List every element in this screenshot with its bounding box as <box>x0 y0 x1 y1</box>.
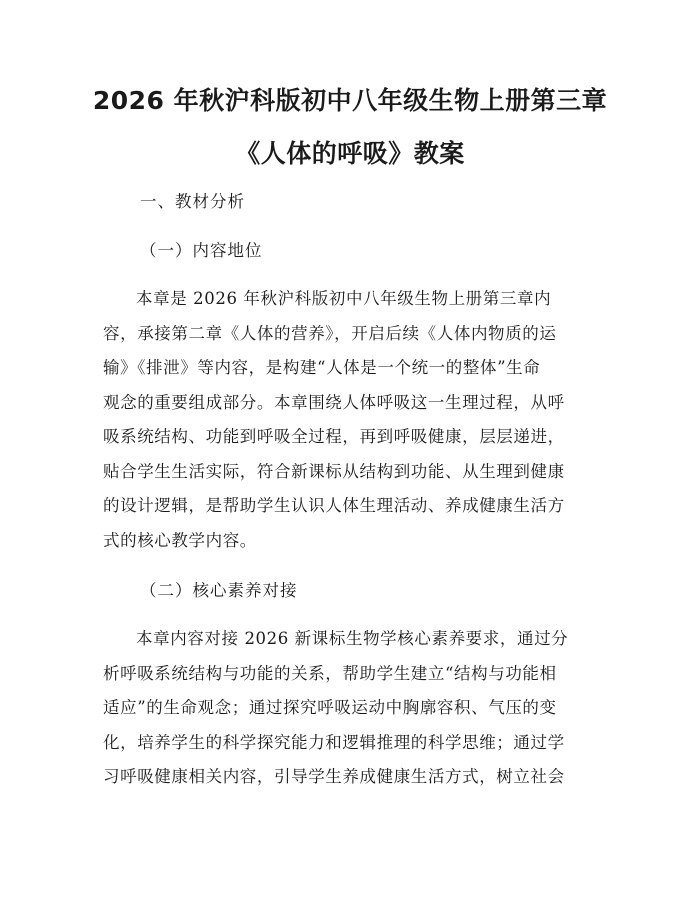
paragraph-line: 式的核心教学内容。 <box>103 530 257 550</box>
paragraph-core-competency <box>103 622 603 795</box>
paragraph-line: 观念的重要组成部分。本章围绕人体呼吸这一生理过程，从呼 <box>103 392 565 412</box>
subsection-heading-core-competency: （二）核心素养对接 <box>140 581 298 600</box>
document-title-line-2: 《人体的呼吸》教案 <box>235 139 465 168</box>
paragraph-line: 析呼吸系统结构与功能的关系，帮助学生建立“结构与功能相 <box>103 663 557 683</box>
paragraph-line: 吸系统结构、功能到呼吸全过程，再到呼吸健康，层层递进， <box>103 427 565 446</box>
paragraph-line: 容，承接第二章《人体的营养》，开启后续《人体内物质的运 <box>103 323 557 343</box>
paragraph-line: 的设计逻辑，是帮助学生认识人体生理活动、养成健康生活方 <box>103 496 565 515</box>
section-heading-teaching-material-analysis: 一、教材分析 <box>140 192 245 211</box>
paragraph-line: 习呼吸健康相关内容，引导学生养成健康生活方式，树立社会 <box>103 767 565 786</box>
document-title-line-1: 2026 年秋沪科版初中八年级生物上册第三章 <box>92 86 608 115</box>
paragraph-line: 适应”的生命观念；通过探究呼吸运动中胸廓容积、气压的变 <box>103 698 557 717</box>
paragraph-line: 贴合学生生活实际，符合新课标从结构到功能、从生理到健康 <box>103 461 565 481</box>
paragraph-line: 本章是 2026 年秋沪科版初中八年级生物上册第三章内 <box>136 289 552 308</box>
paragraph-line: 化，培养学生的科学探究能力和逻辑推理的科学思维；通过学 <box>103 732 565 752</box>
paragraph-line: 本章内容对接 2026 新课标生物学核心素养要求，通过分 <box>136 629 569 648</box>
subsection-heading-content-position: （一）内容地位 <box>140 241 263 260</box>
paragraph-content-position <box>103 282 603 558</box>
paragraph-line: 输》《排泄》等内容，是构建“人体是一个统一的整体”生命 <box>103 358 541 377</box>
